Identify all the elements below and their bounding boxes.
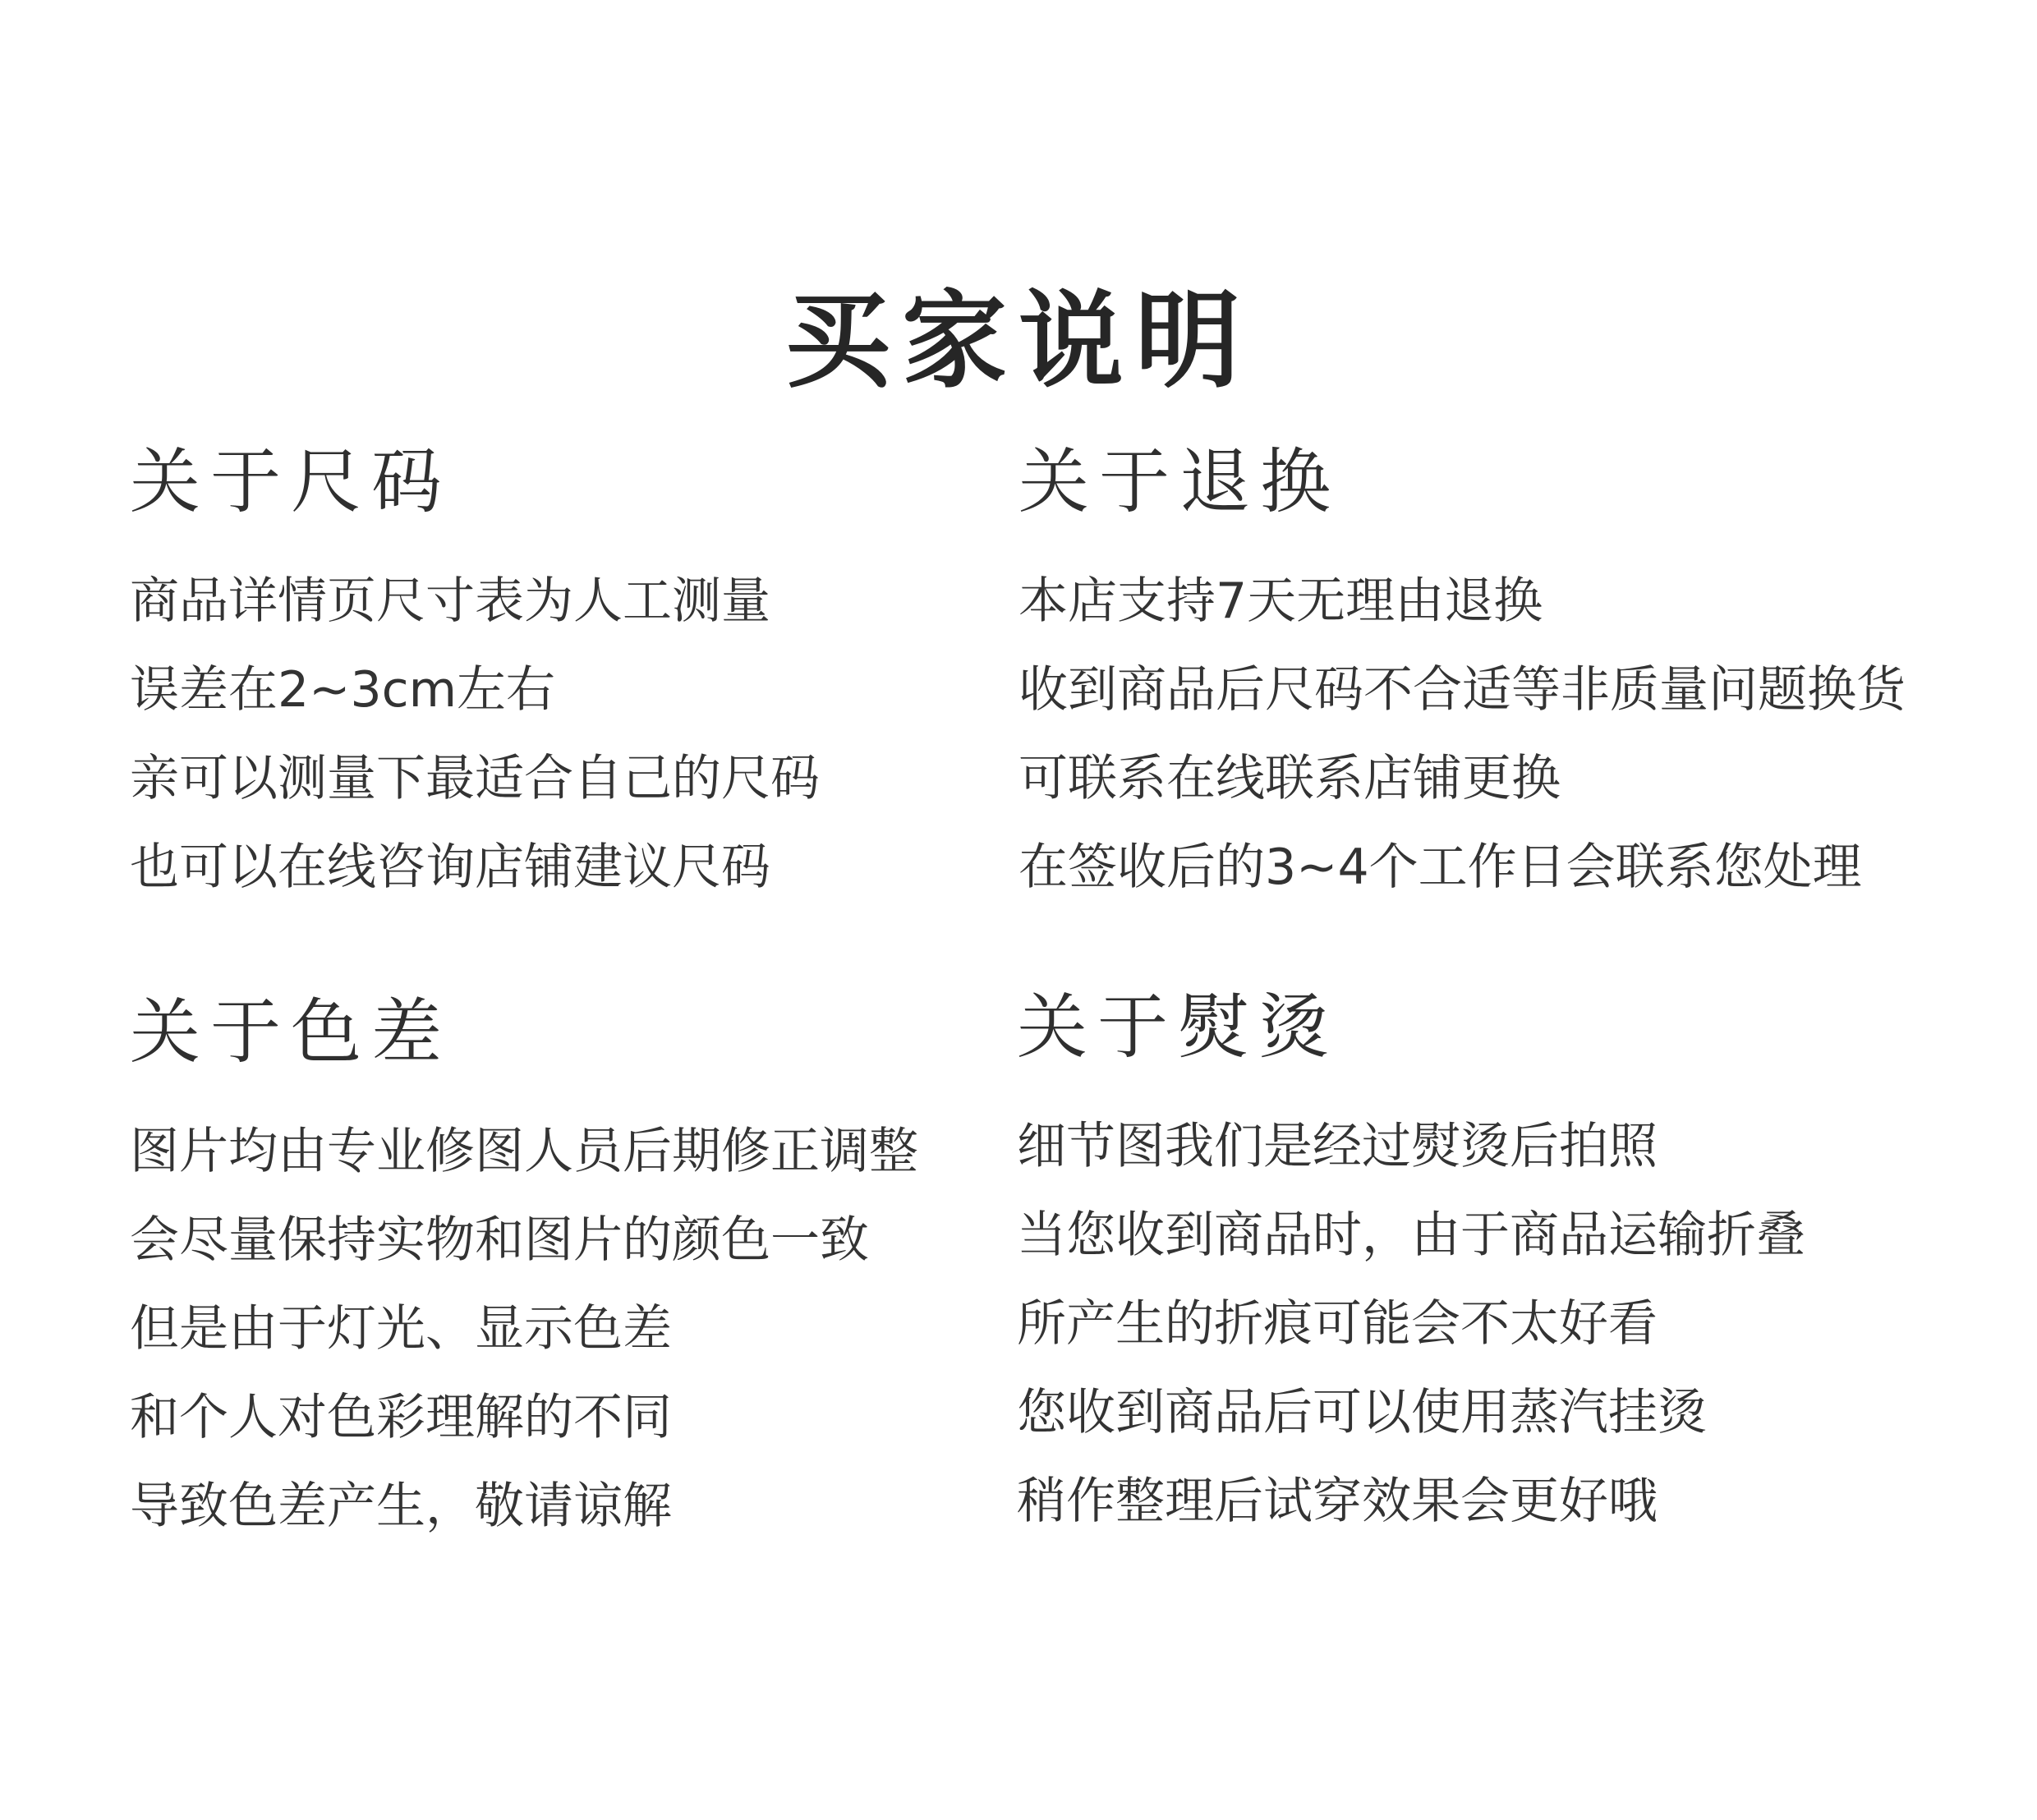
section-return [1018,437,1963,912]
section-line: 但是由于灯光、显示色差 [130,1300,672,1358]
section-line: 图片均由专业修图人员后期修正调整 [130,1123,918,1180]
section-heading-color: 关于色差 [130,991,452,1073]
section-heading-size: 关于尺码 [130,441,452,523]
section-line: 在签收后的3~4个工作日会联系您处理 [1018,839,1862,896]
section-line: 和个人对色彩理解的不同 [130,1389,672,1446]
section-color [130,987,1074,1551]
section-ironing [1017,982,1961,1546]
section-line: 也可以在线咨询店铺建议尺码 [130,839,770,896]
section-line: 细节图我们是经过熨烫后拍照 [1017,1118,1658,1175]
section-heading-return: 关于退换 [1018,441,1340,523]
section-line: 所产生的折痕可能会不太好看 [1017,1295,1658,1353]
section-line: 商品详情页尺寸表为人工测量 [130,572,770,630]
page-title: 买家说明 [784,279,1252,402]
section-line: 会尽量保持实物和图片的颜色一致 [130,1211,869,1269]
section-lines-color [130,1107,1074,1551]
section-heading-ironing: 关于熨烫 [1017,986,1339,1069]
section-line: 导致色差产生，敬请谅解 [130,1478,672,1535]
section-line: 当您收到商品时，由于商品运输折叠 [1017,1206,1805,1264]
section-line: 本店支持7天无理由退换 [1018,572,1543,630]
section-line: 稍作整理后试穿效果会更好哦 [1017,1473,1658,1530]
section-size [130,437,1074,912]
section-lines-ironing [1017,1102,1961,1546]
section-line: 收到商品后尺码不合适等非质量问题换货 [1018,661,1906,719]
section-line: 误差在2~3cm左右 [130,661,556,719]
section-line: 亲可以测量下最适合自己的尺码 [130,750,820,807]
section-lines-return [1018,557,1963,912]
section-line: 您收到商品后可以使用蒸汽挂烫 [1017,1384,1707,1441]
section-lines-size [130,557,1074,912]
section-line: 可联系在线联系店铺更换 [1018,750,1561,807]
